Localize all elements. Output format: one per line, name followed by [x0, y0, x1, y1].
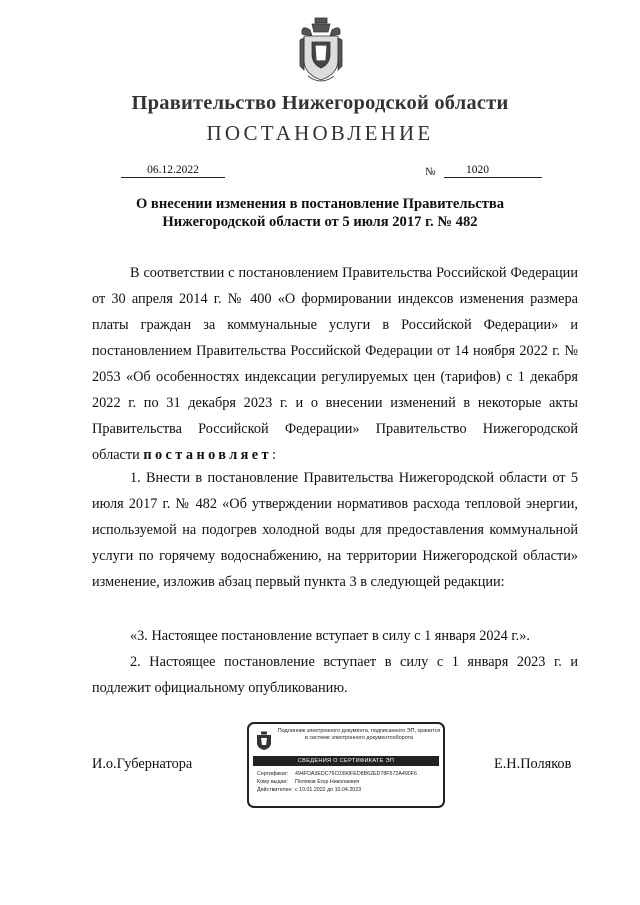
- document-number: 1020: [444, 164, 542, 178]
- coat-of-arms-icon: [298, 16, 344, 86]
- certificate-row: [257, 771, 417, 778]
- certificate-value: 494FDA3EDC76C0390FED8B62ED78F572A490F6: [295, 771, 417, 777]
- document-date: 06.12.2022: [121, 164, 225, 178]
- certificate-info-bar: СВЕДЕНИЯ О СЕРТИФИКАТЕ ЭП: [253, 756, 439, 766]
- validity-label: Действителен:: [257, 787, 293, 793]
- preamble-end: :: [271, 447, 276, 463]
- signatory-position: И.о.Губернатора: [92, 756, 193, 772]
- resolves-keyword: постановляет: [143, 447, 272, 463]
- validity-row: [257, 787, 361, 794]
- document-type: ПОСТАНОВЛЕНИЕ: [206, 121, 434, 145]
- clause-2-paragraph: 2. Настоящее постановление вступает в силу с 1 января 2023 г. и подлежит официальному опубликованию.: [92, 654, 578, 696]
- owner-label: Кому выдан:: [257, 779, 288, 785]
- organization-name: Правительство Нижегородской области: [131, 92, 509, 114]
- owner-value: Поляков Егор Николаевич: [295, 779, 360, 785]
- certificate-label: Сертификат:: [257, 771, 289, 777]
- quoted-clause-paragraph: «3. Настоящее постановление вступает в силу с 1 января 2024 г.».: [130, 628, 530, 644]
- preamble-paragraph: [92, 260, 578, 468]
- owner-row: [257, 779, 359, 786]
- signatory-name: Е.Н.Поляков: [494, 756, 572, 772]
- validity-value: с 10.01.2022 до 10.04.2023: [295, 787, 362, 793]
- document-title: О внесении изменения в постановление Правительства Нижегородской области от 5 июля 2017 г. № 482: [135, 196, 505, 230]
- number-sign: №: [425, 166, 436, 178]
- emblem-icon: [255, 731, 273, 751]
- stamp-header-text: Подлинник электронного документа, подписанного ЭП, хранится в системе электронного документооборота: [277, 728, 441, 741]
- electronic-signature-stamp: [247, 722, 445, 808]
- preamble-text: В соответствии с постановлением Правительства Российской Федерации от 30 апреля 2014 г. № 400 «О формировании индексов изменения размера платы граждан за коммунальные услуги в Российской Федерации» и постановлением Правительства Российской Федерации от 14 ноября 2022 г. № 2053 «Об особенностях индексации регулируемых цен (тарифов) с 1 декабря 2022 г. по 31 декабря 2023 г. и о внесении изменений в некоторые акты Правительства Российской Федерации» Правительство Нижегородской области: [92, 265, 578, 463]
- clause-1-paragraph: 1. Внести в постановление Правительства Нижегородской области от 5 июля 2017 г. № 482 «Об утверждении нормативов расхода тепловой энергии, используемой на подогрев холодной воды для предоставления коммунальной услуги по горячему водоснабжению, на территории Нижегородской области» изменение, изложив абзац первый пункта 3 в следующей редакции:: [92, 470, 578, 590]
